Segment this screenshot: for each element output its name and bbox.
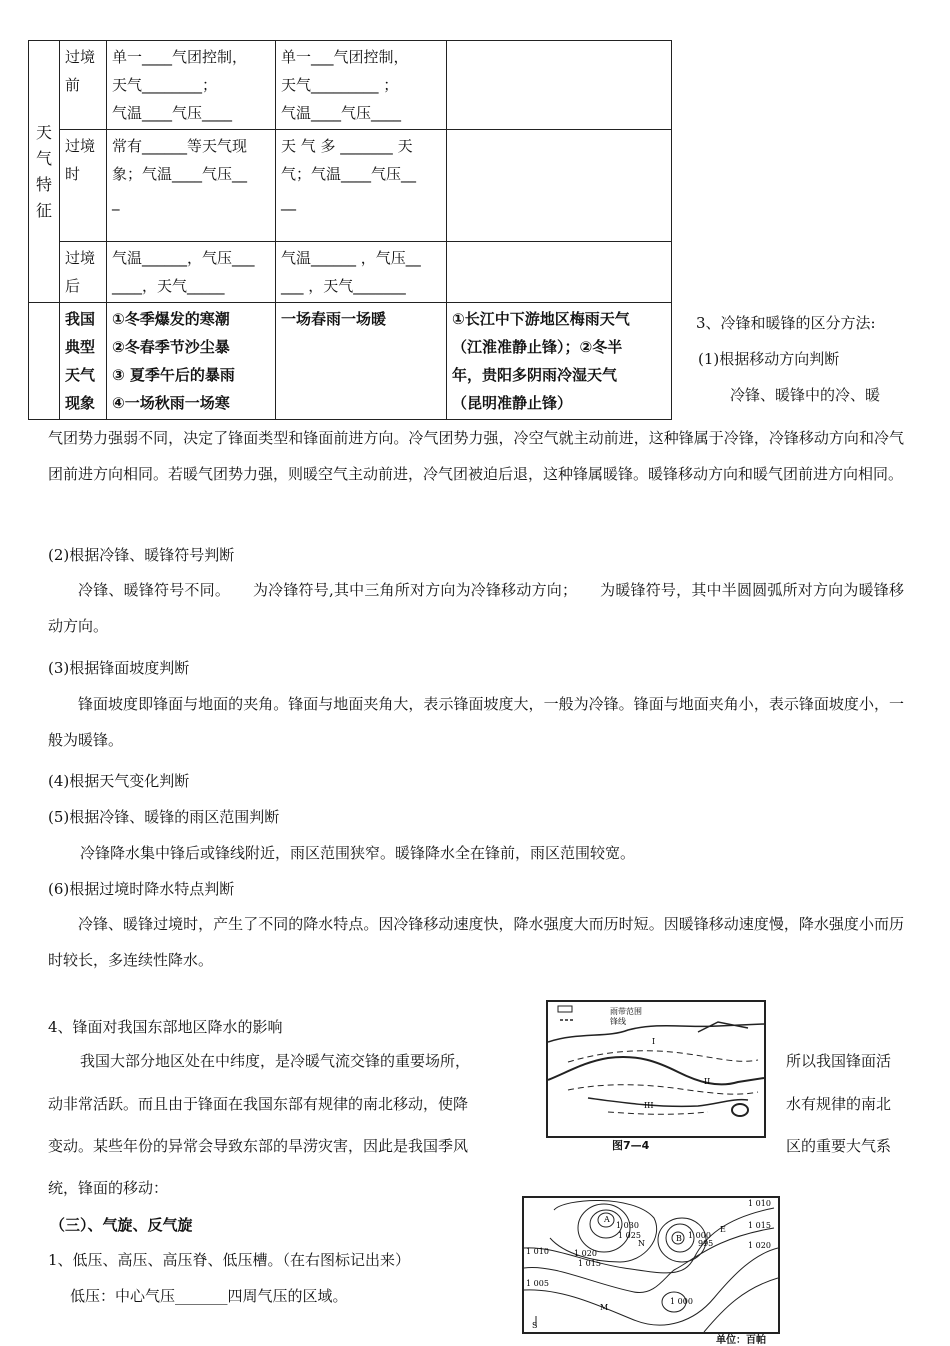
legend-front-line: 锋线 bbox=[610, 1017, 626, 1026]
stationary-front-typical bbox=[447, 303, 672, 420]
cell-line: ④一场秋雨一场寒 bbox=[112, 394, 230, 412]
cell-line: ___ ，天气_______ bbox=[281, 277, 406, 295]
sub-heading-1: (1)根据移动方向判断 bbox=[698, 350, 840, 368]
isobar-label: 1 005 bbox=[526, 1279, 549, 1288]
section-4-heading: 4、锋面对我国东部地区降水的影响 bbox=[48, 1018, 283, 1036]
cell-line: ①长江中下游地区梅雨天气 bbox=[452, 310, 630, 328]
map-unit: 单位：百帕 bbox=[716, 1335, 766, 1346]
cell-line: 常有______等天气现 bbox=[112, 137, 248, 155]
s4-line-3b: 区的重要大气系 bbox=[786, 1137, 892, 1155]
s4-line-2b: 水有规律的南北 bbox=[786, 1095, 892, 1113]
stationary-front-after bbox=[447, 242, 672, 303]
zone-2-label: II bbox=[704, 1077, 711, 1086]
isobar-label: 1 020 bbox=[574, 1249, 597, 1258]
paragraph-2: 冷锋、暖锋符号不同。 为冷锋符号,其中三角所对方向为冷锋移动方向； 为暖锋符号，其中半圆圆弧所对方向为暖锋移动方向。 bbox=[48, 581, 904, 635]
cell-line: 气温____气压____ bbox=[112, 104, 233, 122]
paragraph-1-cont: 气团势力强弱不同，决定了锋面类型和锋面前进方向。冷气团势力强，冷空气就主动前进，这种锋属于冷锋，冷锋移动方向和冷气团前进方向相同。若暖气团势力强，则暖空气主动前进，冷气团被迫后退，这种锋属暖锋。暖锋移动方向和暖气团前进方向相同。 bbox=[48, 429, 904, 483]
cell-line: 气；气温____气压__ bbox=[281, 165, 417, 183]
paragraph-5: 冷锋降水集中锋后或锋线附近，雨区范围狭窄。暖锋降水全在锋前，雨区范围较宽。 bbox=[80, 844, 636, 862]
low-pressure-definition: 低压：中心气压_______四周气压的区域。 bbox=[70, 1287, 348, 1305]
s4-line-3a: 变动。某些年份的异常会导致东部的旱涝灾害，因此是我国季风 bbox=[48, 1137, 469, 1155]
cell-line: __ bbox=[281, 193, 296, 211]
cell-line: 天气________； bbox=[112, 76, 218, 94]
cell-line: 气温______ ，气压__ bbox=[281, 249, 421, 267]
cold-front-after bbox=[107, 242, 276, 303]
section-cyclone-heading: （三）、气旋、反气旋 bbox=[50, 1216, 193, 1234]
cell-line: ③ 夏季午后的暴雨 bbox=[112, 366, 235, 384]
s4-line-2a: 动非常活跃。而且由于锋面在我国东部有规律的南北移动，使降 bbox=[48, 1095, 469, 1113]
cold-front-during bbox=[107, 130, 276, 242]
cell-line: ____，天气_____ bbox=[112, 277, 225, 295]
legend-rain-belt: 雨带范围 bbox=[610, 1007, 642, 1016]
cell-line: 气温______，气压___ bbox=[112, 249, 255, 267]
low-b-label: B bbox=[676, 1234, 682, 1243]
rain-belt-figure bbox=[546, 1000, 766, 1138]
section-3-heading: 3、冷锋和暖锋的区分方法: bbox=[696, 314, 876, 332]
cell-line: （昆明准静止锋） bbox=[452, 394, 573, 412]
sub-heading-2: (2)根据冷锋、暖锋符号判断 bbox=[48, 546, 235, 564]
label-e: E bbox=[720, 1225, 726, 1234]
row-head-after: 过境后 bbox=[60, 242, 107, 303]
sub-heading-4: (4)根据天气变化判断 bbox=[48, 772, 190, 790]
label-m: M bbox=[600, 1303, 609, 1312]
isobar-label: 995 bbox=[698, 1239, 714, 1248]
side-blank bbox=[29, 303, 60, 420]
zone-3-label: III bbox=[644, 1101, 654, 1110]
cell-line: _ bbox=[112, 193, 120, 211]
warm-front-typical: 一场春雨一场暖 bbox=[276, 303, 447, 420]
cell-line: 气温____气压____ bbox=[281, 104, 402, 122]
isobar-map-svg bbox=[524, 1198, 778, 1332]
s4-line-1b: 所以我国锋面活 bbox=[786, 1052, 892, 1070]
zone-1-label: I bbox=[652, 1037, 656, 1046]
label-n: N bbox=[638, 1239, 645, 1248]
cell-line: 象；气温____气压__ bbox=[112, 165, 248, 183]
side-label-text: 天气特征 bbox=[36, 122, 53, 220]
s4-line-1a: 我国大部分地区处在中纬度，是冷暖气流交锋的重要场所， bbox=[80, 1052, 471, 1070]
row-head-before: 过境前 bbox=[60, 41, 107, 130]
paragraph-6: 冷锋、暖锋过境时，产生了不同的降水特点。因冷锋移动速度快，降水强度大而历时短。因暖锋移动速度慢，降水强度小而历时较长，多连续性降水。 bbox=[48, 915, 904, 969]
stationary-front-during bbox=[447, 130, 672, 242]
cell-line: 单一____气团控制， bbox=[112, 48, 248, 66]
paragraph-1-start: 冷锋、暖锋中的冷、暖 bbox=[730, 386, 881, 404]
isobar-label: 1 025 bbox=[618, 1231, 641, 1240]
s4-line-4: 统，锋面的移动： bbox=[48, 1179, 169, 1197]
isobar-label: 1 000 bbox=[670, 1297, 693, 1306]
isobar-label: 1 010 bbox=[748, 1199, 771, 1208]
cell-line: （江淮准静止锋）；②冬半 bbox=[452, 338, 623, 356]
cell-line: ②冬春季节沙尘暴 bbox=[112, 338, 230, 356]
isobar-label: 1 030 bbox=[616, 1221, 639, 1230]
figure-caption: 图7—4 bbox=[612, 1139, 650, 1152]
isobar-label: 1 020 bbox=[748, 1241, 771, 1250]
cell-line: 天 气 多 _______ 天 bbox=[281, 137, 413, 155]
isobar-label: 1 010 bbox=[526, 1247, 549, 1256]
label-s: S bbox=[532, 1321, 538, 1330]
high-a-label: A bbox=[604, 1215, 610, 1224]
warm-front-during bbox=[276, 130, 447, 242]
front-weather-table bbox=[28, 40, 672, 420]
cell-line: 天气_________ ； bbox=[281, 76, 399, 94]
warm-front-before bbox=[276, 41, 447, 130]
isobar-map bbox=[522, 1196, 780, 1334]
isobar-label: 1 015 bbox=[578, 1259, 601, 1268]
row-head-typical: 我国典型天气现象 bbox=[60, 303, 107, 420]
row-head-during: 过境时 bbox=[60, 130, 107, 242]
side-label-weather bbox=[29, 41, 60, 303]
paragraph-3: 锋面坡度即锋面与地面的夹角。锋面与地面夹角大，表示锋面坡度大，一般为冷锋。锋面与地面夹角小，表示锋面坡度小，一般为暖锋。 bbox=[48, 695, 904, 749]
stationary-front-before bbox=[447, 41, 672, 130]
cyclone-item-1: 1、低压、高压、高压脊、低压槽。（在右图标记出来） bbox=[48, 1251, 411, 1269]
cell-line: 年，贵阳多阴雨冷湿天气 bbox=[452, 366, 618, 384]
isobar-label: 1 015 bbox=[748, 1221, 771, 1230]
cold-front-typical bbox=[107, 303, 276, 420]
warm-front-after bbox=[276, 242, 447, 303]
isobar-label: 1 000 bbox=[688, 1231, 711, 1240]
cell-line: ①冬季爆发的寒潮 bbox=[112, 310, 230, 328]
rain-belt-map bbox=[548, 1002, 764, 1136]
sub-heading-6: (6)根据过境时降水特点判断 bbox=[48, 880, 235, 898]
cold-front-before bbox=[107, 41, 276, 130]
sub-heading-5: (5)根据冷锋、暖锋的雨区范围判断 bbox=[48, 808, 280, 826]
cell-line: 单一___气团控制， bbox=[281, 48, 409, 66]
sub-heading-3: (3)根据锋面坡度判断 bbox=[48, 659, 190, 677]
